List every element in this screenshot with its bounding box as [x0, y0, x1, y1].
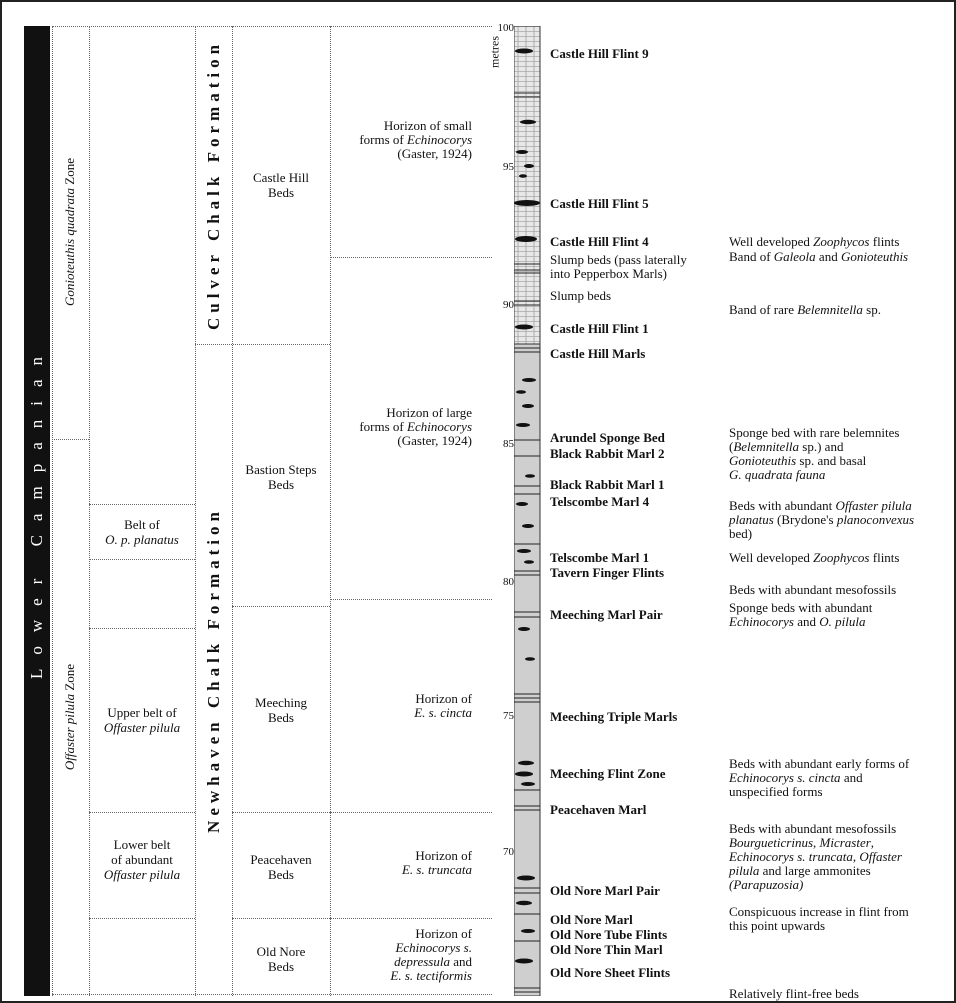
horizon-cincta: Horizon of E. s. cincta: [414, 691, 472, 720]
grid-line: [195, 26, 196, 996]
note-abundant-mesofossils: Beds with abundant mesofossils: [729, 582, 897, 597]
stage-label: Lower Campanian: [27, 342, 46, 680]
zone-gonioteuthis-quadrata: Gonioteuthis quadrata Zone: [62, 157, 77, 307]
event-pepperbox-marls: into Pepperbox Marls): [550, 266, 667, 281]
scale-tick: 75: [503, 710, 514, 722]
horizon-truncata: Horizon of E. s. truncata: [401, 848, 472, 877]
event-tavern-finger-flints: Tavern Finger Flints: [550, 565, 665, 580]
scale-tick: 80: [503, 576, 514, 588]
horizon-large-echinocorys: Horizon of large forms of Echinocorys (Gaster, 1924): [359, 405, 472, 448]
grid-line: [89, 918, 195, 919]
note-mesofossils-ammonites: Beds with abundant mesofossils Bourgueticrinus, Micraster, Echinocorys s. truncata, Offaster pilula and large ammonites (Parapuzosia): [729, 821, 902, 892]
lithological-column: [514, 26, 544, 996]
scale-tick: 90: [503, 299, 514, 311]
scale-unit: metres: [487, 36, 502, 68]
scale-tick: 95: [503, 161, 514, 173]
note-zoophycos-flints-upper: Well developed Zoophycos flints: [729, 234, 900, 249]
event-black-rabbit-marl-1: Black Rabbit Marl 1: [550, 477, 665, 492]
event-slump-beds: Slump beds: [550, 288, 612, 303]
note-flint-free-beds: Relatively flint-free beds: [729, 986, 859, 1001]
grid-line: [52, 439, 89, 440]
grid-line: [52, 26, 492, 27]
grid-line: [232, 606, 330, 607]
event-telscombe-marl-1: Telscombe Marl 1: [550, 550, 650, 565]
belt-upper-offaster: Upper belt of Offaster pilula: [103, 705, 181, 735]
grid-line: [330, 26, 331, 996]
grid-line: [52, 994, 492, 995]
member-old-nore-beds: Old Nore Beds: [256, 944, 306, 974]
note-galeola-gonioteuthis: Band of Galeola and Gonioteuthis: [729, 249, 909, 264]
member-bastion-steps-beds: Bastion Steps Beds: [245, 462, 317, 492]
scale-tick: 70: [503, 846, 514, 858]
note-sponge-bed: Sponge bed with rare belemnites (Belemnitella sp.) and Gonioteuthis sp. and basal G. quadrata fauna: [729, 425, 900, 482]
scale-tick: 100: [497, 22, 514, 34]
grid-line: [330, 257, 492, 258]
event-castle-hill-flint-5: Castle Hill Flint 5: [550, 196, 649, 211]
event-old-nore-tube-flints: Old Nore Tube Flints: [550, 927, 668, 942]
member-peacehaven-beds: Peacehaven Beds: [250, 852, 312, 882]
belt-planatus: Belt of O. p. planatus: [105, 517, 179, 547]
grid-line: [330, 812, 492, 813]
event-black-rabbit-marl-2: Black Rabbit Marl 2: [550, 446, 665, 461]
event-old-nore-marl: Old Nore Marl: [550, 912, 633, 927]
horizon-depressula: Horizon of Echinocorys s. depressula and E. s. tectiformis: [390, 926, 472, 983]
event-castle-hill-flint-4: Castle Hill Flint 4: [550, 234, 649, 249]
event-peacehaven-marl: Peacehaven Marl: [550, 802, 647, 817]
zone-offaster-pilula: Offaster pilula Zone: [62, 663, 77, 771]
member-castle-hill-beds: Castle Hill Beds: [253, 170, 309, 200]
event-castle-hill-flint-9: Castle Hill Flint 9: [550, 46, 649, 61]
horizon-small-echinocorys: Horizon of small forms of Echinocorys (Gaster, 1924): [359, 118, 472, 161]
event-telscombe-marl-4: Telscombe Marl 4: [550, 494, 650, 509]
grid-line: [89, 559, 195, 560]
grid-line: [52, 26, 53, 996]
event-meeching-flint-zone: Meeching Flint Zone: [550, 766, 666, 781]
grid-line: [330, 599, 492, 600]
event-castle-hill-marls: Castle Hill Marls: [550, 346, 646, 361]
scale-tick: 85: [503, 438, 514, 450]
note-flint-increase: Conspicuous increase in flint from this point upwards: [729, 904, 909, 933]
belt-lower-offaster: Lower belt of abundant Offaster pilula: [103, 837, 181, 882]
event-meeching-triple-marls: Meeching Triple Marls: [550, 709, 678, 724]
grid-line: [232, 26, 233, 996]
grid-line: [330, 918, 492, 919]
event-old-nore-sheet-flints: Old Nore Sheet Flints: [550, 965, 671, 980]
note-rare-belemnitella: Band of rare Belemnitella sp.: [729, 302, 881, 317]
grid-line: [195, 344, 330, 345]
note-zoophycos-flints-lower: Well developed Zoophycos flints: [729, 550, 900, 565]
grid-line: [232, 918, 330, 919]
event-arundel-sponge-bed: Arundel Sponge Bed: [550, 430, 665, 445]
member-meeching-beds: Meeching Beds: [255, 695, 307, 725]
event-castle-hill-flint-1: Castle Hill Flint 1: [550, 321, 649, 336]
event-old-nore-thin-marl: Old Nore Thin Marl: [550, 942, 663, 957]
event-slump-beds-pass-laterally: Slump beds (pass laterally: [550, 252, 687, 267]
grid-line: [89, 504, 195, 505]
grid-line: [89, 812, 195, 813]
event-old-nore-marl-pair: Old Nore Marl Pair: [550, 883, 660, 898]
note-early-echinocorys: Beds with abundant early forms of Echinocorys s. cincta and unspecified forms: [729, 756, 910, 799]
grid-line: [89, 628, 195, 629]
note-sponge-beds: Sponge beds with abundant Echinocorys and O. pilula: [729, 600, 873, 629]
formation-newhaven: Newhaven Chalk Formation: [204, 507, 223, 833]
grid-line: [232, 812, 330, 813]
grid-line: [89, 26, 90, 996]
event-meeching-marl-pair: Meeching Marl Pair: [550, 607, 663, 622]
formation-culver: Culver Chalk Formation: [204, 39, 223, 331]
note-offaster-planatus: Beds with abundant Offaster pilula planatus (Brydone's planoconvexus bed): [729, 498, 915, 541]
